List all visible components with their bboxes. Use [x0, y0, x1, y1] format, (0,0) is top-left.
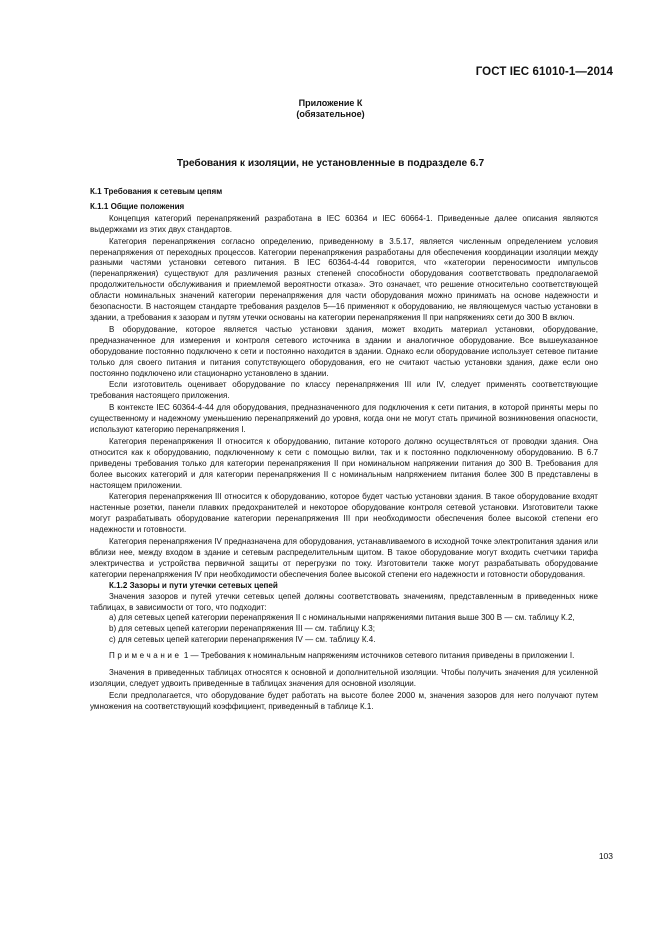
appendix-status: (обязательное) [296, 109, 365, 119]
paragraph: В оборудование, которое является частью установки здания, может входить материал установки, оборудование, предназначенное для измерения и контроля сетевого источника в здании и аналогичное оборудование. Все вышеуказанное оборудование постоянно подключено к сети и постоянно находится в здании. Однако если оборудование использует сетевое питание только для своего питания и питания сопутствующего оборудования, его не считают частью установки здания, даже если оно постоянно подключено или стационарно установлено в здании. [90, 324, 598, 378]
paragraph: Категория перенапряжения II относится к оборудованию, питание которого должно осуществляться от проводки здания. Она относится как к оборудованию, подключенному к сети с помощью вилки, так и к постоянно подключенному оборудованию. В 6.7 приведены требования только для категории перенапряжения II при номинальном напряжении питания до 300 В. Требования для более высоких категорий и для категории перенапряжения II с номинальным напряжением питания более 300 В представлены в настоящем приложении. [90, 436, 598, 490]
page-number: 103 [598, 851, 613, 861]
appendix-label: Приложение К [298, 98, 363, 108]
paragraph: Категория перенапряжения согласно определению, приведенному в 3.5.17, является численным определением условия перенапряжения от переходных процессов. Категории перенапряжения разработаны для обеспечения координации изоляции между разными частями установки сетевого питания. В IEC 60364-4-44 говорится, что «категории переносимости импульсов (перенапряжения) существуют для различения разных степеней способности оборудования соответствовать предполагаемой продолжительности обслуживания и приемлемой вероятности отказа». Это означает, что решение относительно соответствующей области номинальных значений категории перенапряжения для части оборудования можно принимать на основе надежности и безопасности. В настоящем стандарте требования разделов 5—16 применяют к оборудованию, не являющемуся частью установки в здании, а требования к зазорам и путям утечки основаны на категории перенапряжения II при напряжениях сети до 300 В включ. [90, 236, 598, 322]
note-text: 1 — Требования к номинальным напряжениям источников сетевого питания приведены в приложении I. [181, 651, 575, 661]
paragraph: Если предполагается, что оборудование будет работать на высоте более 2000 м, значения зазоров для него получают путем умножения на соответствующий коэффициент, приведенный в таблице К.1. [90, 690, 598, 711]
section-heading-k1-1: К.1.1 Общие положения [90, 201, 185, 211]
paragraph: Значения в приведенных таблицах относятся к основной и дополнительной изоляции. Чтобы получить значения для усиленной изоляции, следует удвоить приведенные в таблицах значения для основной изоляции. [90, 668, 598, 688]
appendix-heading [0, 98, 661, 120]
paragraph: В контексте IEC 60364-4-44 для оборудования, предназначенного для подключения к сети питания, в которой приняты меры по существенному и надежному уменьшению перенапряжений до уровня, когда они не могут стать причиной возникновения опасности, используют категорию перенапряжения I. [90, 403, 598, 435]
note-label: Примечание [109, 651, 182, 661]
paragraph: Категория перенапряжения IV предназначена для оборудования, устанавливаемого в исходной точке электропитания здания или вблизи нее, между входом в здание и сетевым распределительным щитом. В такое оборудование могут входить счетчики тарифа электричества и устройства первичной защиты от перегрузки по току. Изготовители также могут разрабатывать оборудование категории перенапряжения IV при необходимости обеспечения более высокой степени его надежности и готовности оборудования. [90, 537, 598, 579]
paragraph: Если изготовитель оценивает оборудование по классу перенапряжения III или IV, следует применять соответствующие требования настоящего приложения. [90, 380, 598, 401]
section-heading-k1: К.1 Требования к сетевым цепям [90, 187, 223, 196]
paragraph: Категория перенапряжения III относится к оборудованию, которое будет частью установки здания. В такое оборудование входят настенные розетки, панели плавких предохранителей и некоторое оборудование контроля сетевой установки. Изготовители также могут разрабатывать оборудование категории перенапряжения III при необходимости обеспечения более высокой степени его надежности и готовности. [90, 492, 598, 535]
list-item: b) для сетевых цепей категории перенапряжения III — см. таблицу К.3; [109, 624, 376, 634]
document-body [90, 187, 598, 713]
paragraph: Значения зазоров и путей утечки сетевых цепей должны соответствовать значениям, представленным в приведенных ниже таблицах, в зависимости от того, что подходит: [90, 591, 598, 612]
list-item: c) для сетевых цепей категории перенапряжения IV — см. таблицу К.4. [109, 635, 376, 645]
standard-designation: ГОСТ IEC 61010-1—2014 [475, 66, 613, 78]
section-heading-k1-2: К.1.2 Зазоры и пути утечки сетевых цепей [109, 580, 278, 590]
note [90, 651, 598, 662]
appendix-title: Требования к изоляции, не установленные в подразделе 6.7 [176, 158, 485, 169]
paragraph: Концепция категорий перенапряжений разработана в IEC 60364 и IEC 60664-1. Приведенные далее описания являются выдержками из этих двух стандартов. [90, 213, 598, 234]
list-item: a) для сетевых цепей категории перенапряжения II с номинальными напряжениями питания выше 300 В — см. таблицу К.2, [109, 613, 575, 623]
